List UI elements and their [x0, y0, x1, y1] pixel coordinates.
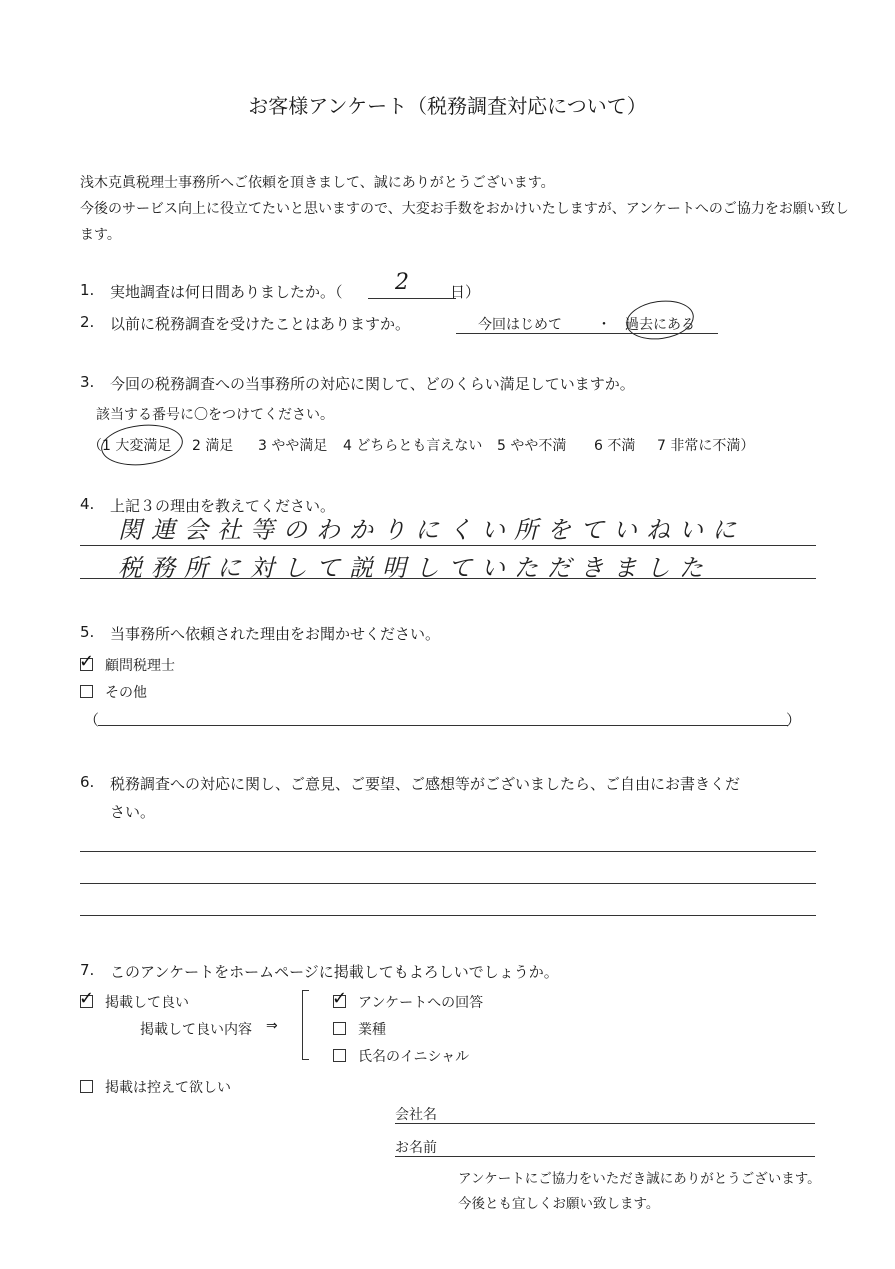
page-title: お客様アンケート（税務調査対応について） [248, 94, 647, 118]
your-name-label: お名前 [395, 1140, 437, 1156]
q7-option-allow-label: 掲載して良い [105, 995, 189, 1011]
q1-text: 実地調査は何日間ありましたか。（ [110, 283, 343, 301]
content-options-bracket [302, 990, 309, 1060]
q7-text: このアンケートをホームページに掲載してもよろしいでしょうか。 [110, 963, 559, 981]
q3-instruction: 該当する番号に〇をつけてください。 [96, 407, 334, 423]
q1-answer[interactable]: 2 [395, 270, 409, 295]
q7-option-deny[interactable] [80, 1077, 231, 1097]
q3-option-5[interactable]: 5 やや不満 [497, 438, 567, 454]
q3-number: 3. [80, 373, 95, 391]
checkbox[interactable] [80, 1080, 93, 1093]
q5-option-other-label: その他 [105, 685, 147, 701]
checkbox[interactable] [79, 988, 95, 1009]
q1-answer-line [368, 298, 456, 299]
q4-answer-line-2 [80, 578, 816, 579]
q2-separator: ・ [597, 317, 611, 333]
q7-content-answers[interactable] [332, 988, 484, 1012]
your-name-input-line[interactable] [395, 1156, 815, 1157]
q3-option-3[interactable]: 3 やや満足 [258, 438, 328, 454]
q5-paren-close: ） [786, 711, 802, 729]
check-mark-icon: ✓ [79, 651, 95, 672]
q3-option-7[interactable]: 7 非常に不満） [657, 438, 755, 454]
checkbox[interactable] [332, 988, 348, 1009]
q1-unit: 日） [450, 283, 481, 301]
q2-selection-circle [624, 296, 697, 343]
q2-option-past[interactable]: 過去にある [625, 317, 695, 333]
q4-handwritten-answer-1[interactable]: 関連会社等のわかりにくい所をていねいに [118, 516, 745, 544]
q7-content-label: 掲載して良い内容 [140, 1022, 252, 1038]
q6-answer-line-2[interactable] [80, 883, 816, 884]
q7-content-initials-label: 氏名のイニシャル [358, 1049, 470, 1065]
q4-number: 4. [80, 495, 95, 513]
q3-selection-circle [99, 421, 185, 469]
q5-option-advisor-label: 顧問税理士 [105, 658, 175, 674]
q5-other-input-line[interactable] [98, 725, 788, 726]
intro-line-3: ます。 [80, 227, 121, 243]
q5-option-other[interactable] [80, 682, 147, 702]
q3-option-2[interactable]: 2 満足 [192, 438, 234, 454]
q5-option-advisor[interactable] [79, 651, 175, 675]
closing-line-2: 今後とも宜しくお願い致します。 [458, 1196, 660, 1212]
checkbox[interactable] [333, 1022, 346, 1035]
checkbox[interactable] [80, 685, 93, 698]
q3-text: 今回の税務調査への当事務所の対応に関して、どのくらい満足していますか。 [110, 375, 635, 393]
q7-option-deny-label: 掲載は控えて欲しい [105, 1080, 231, 1096]
closing-line-1: アンケートにご協力をいただき誠にありがとうございます。 [458, 1171, 821, 1187]
q2-number: 2. [80, 313, 95, 331]
check-mark-icon: ✓ [332, 988, 348, 1009]
q7-content-answers-label: アンケートへの回答 [358, 995, 484, 1011]
q7-content-industry[interactable] [333, 1019, 386, 1039]
q5-number: 5. [80, 623, 95, 641]
q5-paren-open: （ [84, 711, 100, 729]
q7-option-allow[interactable] [79, 988, 189, 1012]
intro-line-2: 今後のサービス向上に役立てたいと思いますので、大変お手数をおかけいたしますが、アンケートへのご協力をお願い致し [80, 201, 849, 217]
q7-content-initials[interactable] [333, 1046, 469, 1066]
q6-text-line-2: さい。 [110, 803, 156, 821]
q6-answer-line-1[interactable] [80, 851, 816, 852]
q6-number: 6. [80, 773, 95, 791]
q7-number: 7. [80, 961, 95, 979]
q7-content-industry-label: 業種 [358, 1022, 386, 1038]
q6-text-line-1: 税務調査への対応に関し、ご意見、ご要望、ご感想等がございましたら、ご自由にお書きくだ [110, 775, 741, 793]
q5-text: 当事務所へ依頼された理由をお聞かせください。 [110, 625, 441, 643]
q2-answer-line [456, 333, 718, 334]
q2-option-first-time[interactable]: 今回はじめて [478, 317, 562, 333]
q3-option-1[interactable]: （1 大変満足 [88, 438, 172, 454]
q3-option-6[interactable]: 6 不満 [594, 438, 636, 454]
company-name-label: 会社名 [395, 1107, 437, 1123]
arrow-right-icon: ⇒ [266, 1018, 278, 1034]
q1-number: 1. [80, 281, 95, 299]
q4-text: 上記３の理由を教えてください。 [110, 497, 336, 515]
intro-line-1: 浅木克眞税理士事務所へご依頼を頂きまして、誠にありがとうございます。 [80, 175, 555, 191]
q4-answer-line-1 [80, 545, 816, 546]
check-mark-icon: ✓ [79, 988, 95, 1009]
q2-text: 以前に税務調査を受けたことはありますか。 [110, 315, 411, 333]
q6-answer-line-3[interactable] [80, 915, 816, 916]
checkbox[interactable] [333, 1049, 346, 1062]
company-name-input-line[interactable] [395, 1123, 815, 1124]
q3-option-4[interactable]: 4 どちらとも言えない [343, 438, 483, 454]
checkbox[interactable] [79, 651, 95, 672]
q4-handwritten-answer-2[interactable]: 税務所に対して説明していただきました [118, 554, 712, 582]
